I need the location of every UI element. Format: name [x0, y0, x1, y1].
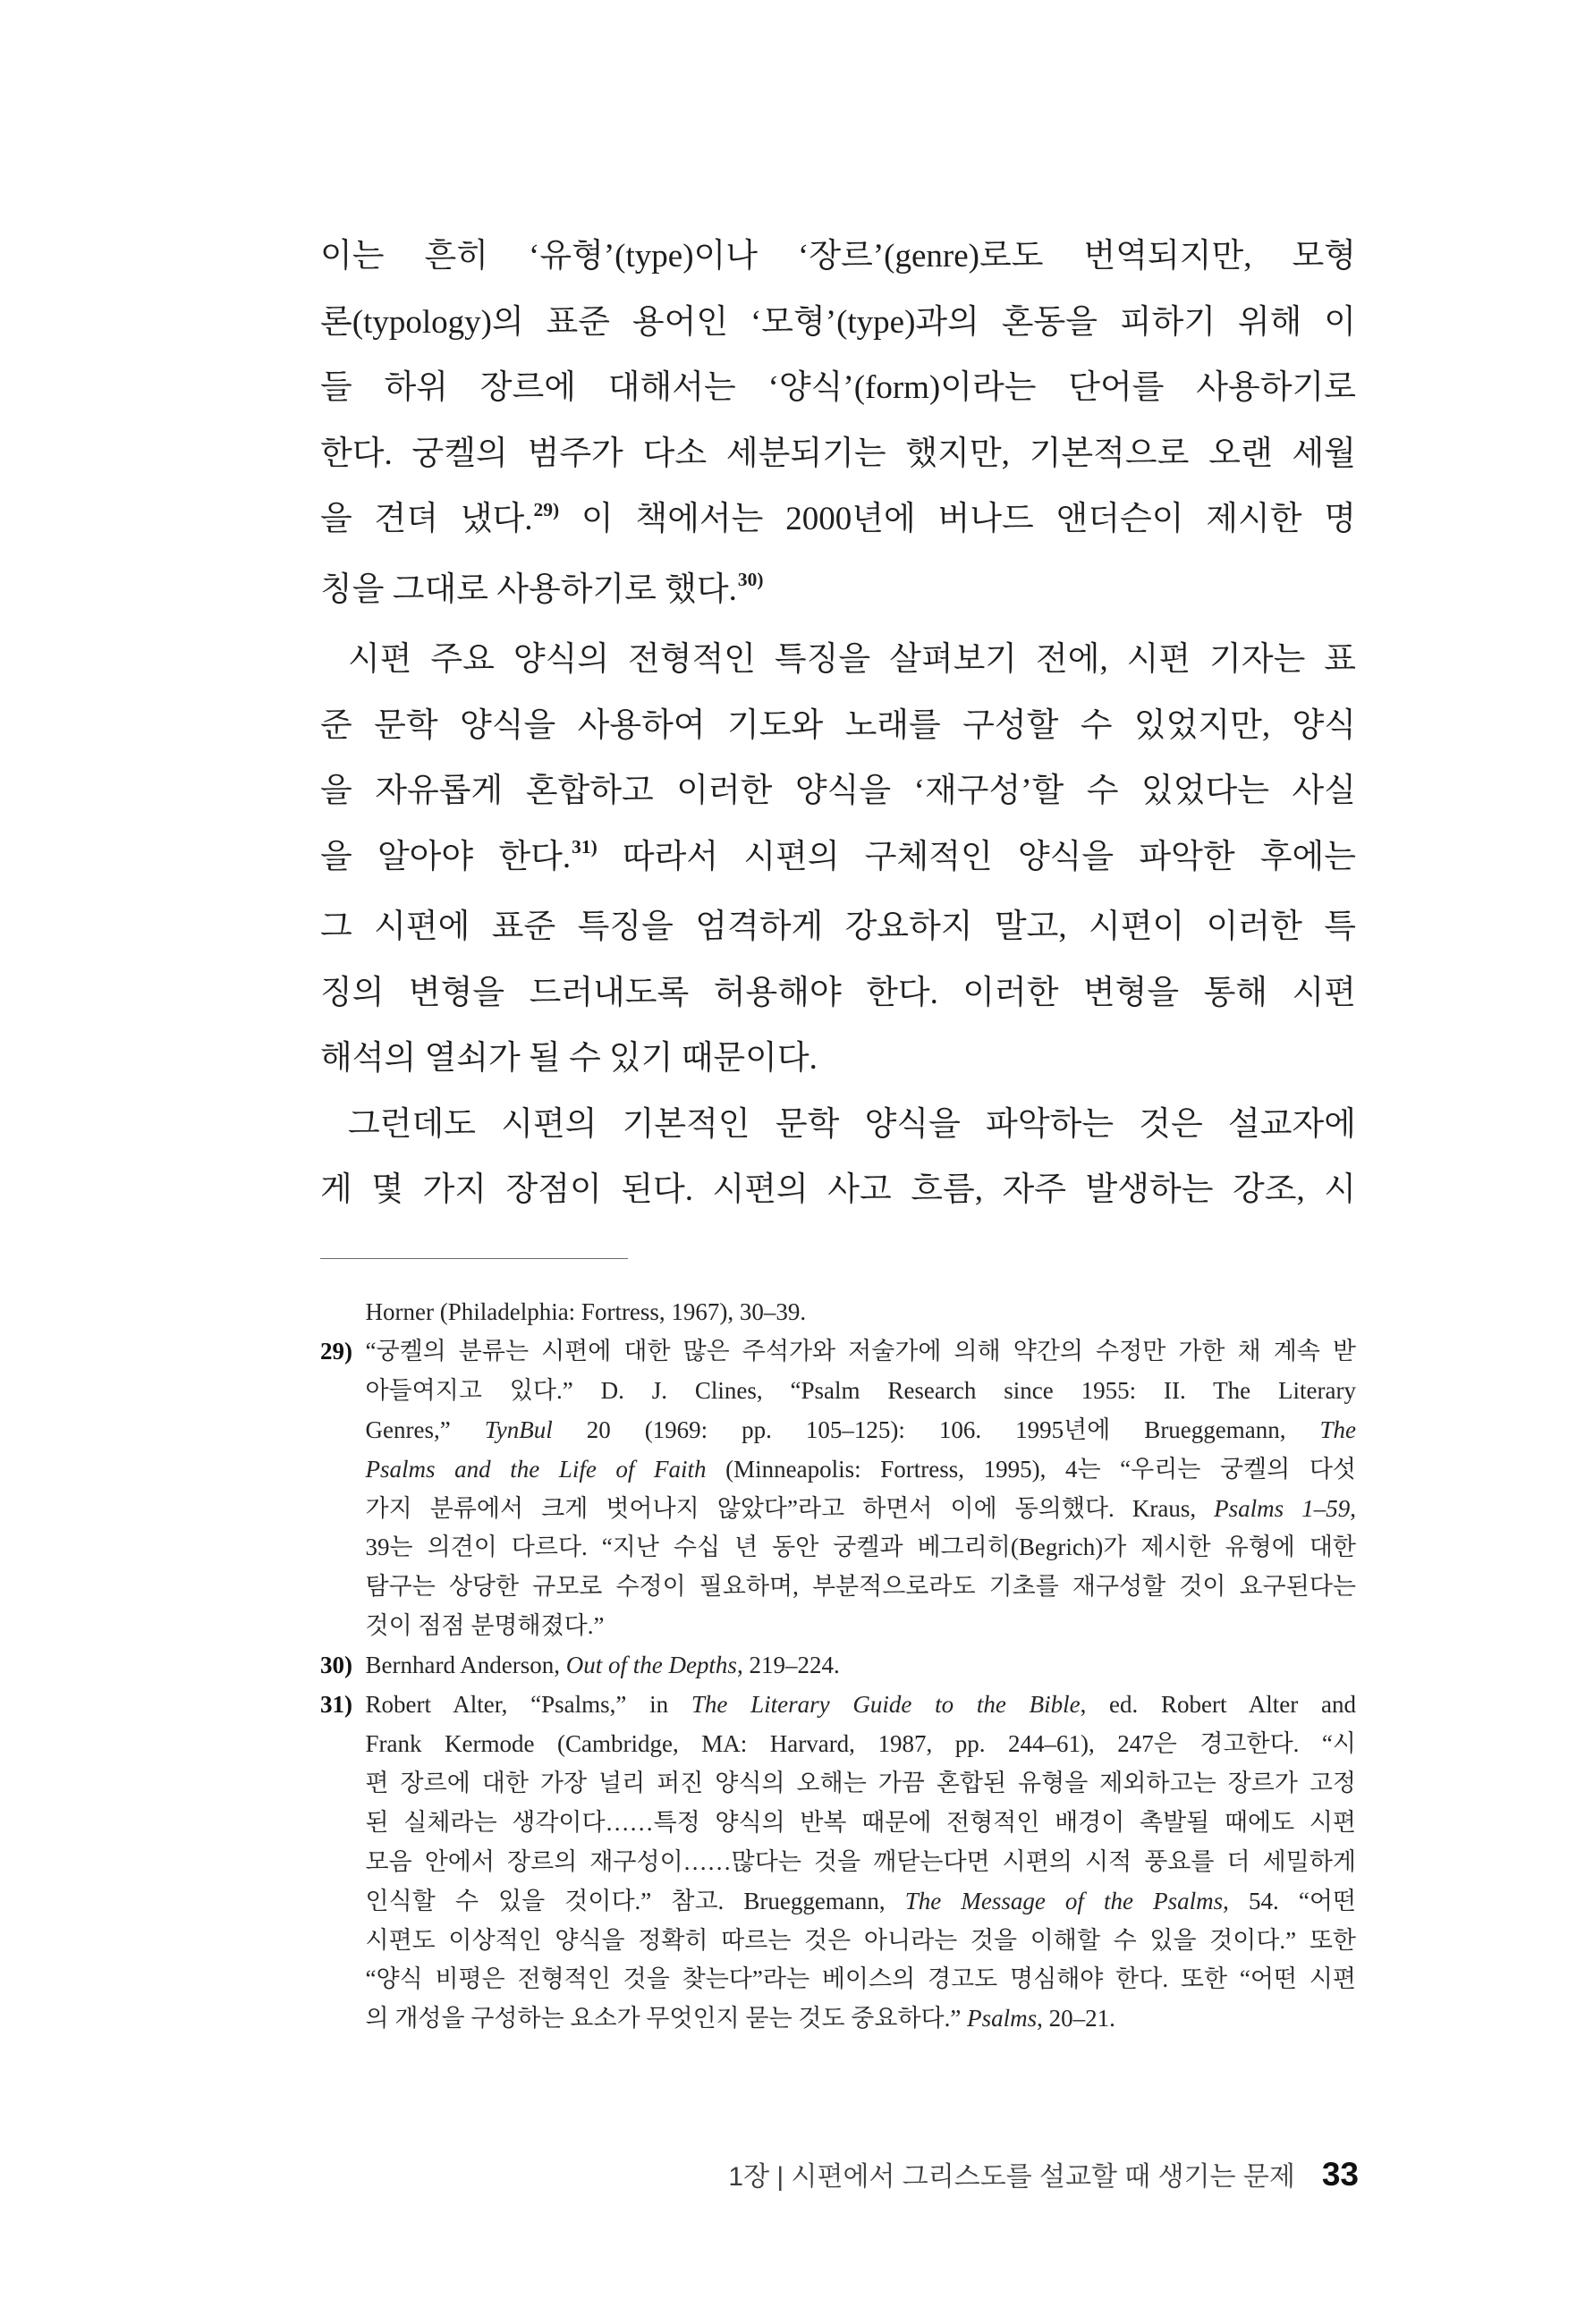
body-text: 그 시편에 표준 특징을 엄격하게 강요하지 말고, 시편이 이러한 특 [320, 908, 1356, 945]
footnote-line [320, 1646, 1356, 1686]
italic-title: The Literary Guide to the Bible [691, 1691, 1081, 1719]
footnote-ref-30: 30) [737, 569, 764, 591]
footnote-number: 31) [320, 1691, 352, 1719]
body-text: 들 하위 장르에 대해서는 ‘양식’(form)이라는 단어를 사용하기로 [320, 369, 1356, 406]
footnote-ref-31: 31) [572, 836, 598, 858]
body-text: 이는 흔히 ‘유형’(type)이나 ‘장르’(genre)로도 번역되지만, 모형 [320, 238, 1356, 275]
footnote-line [320, 1332, 1356, 1372]
body-text: 게 몇 가지 장점이 된다. 시편의 사고 흐름, 자주 발생하는 강조, 시 [320, 1171, 1356, 1208]
footnote-continuation [320, 1293, 1356, 1332]
footnote-line [320, 1764, 1356, 1804]
body-text: 을 자유롭게 혼합하고 이러한 양식을 ‘재구성’할 수 있었다는 사실 [320, 773, 1356, 809]
footnote-line [320, 1528, 1356, 1568]
footnote-text: 인식할 수 있을 것이다.” 참고. Brueggemann, [365, 1887, 905, 1914]
footnote-line [320, 1999, 1356, 2039]
footnote-text: , [1350, 1494, 1356, 1522]
body-line [320, 960, 1356, 1027]
footnote-30 [320, 1646, 1356, 1686]
footnote-text: (Minneapolis: Fortress, 1995), 4는 “우리는 궁켈의 다섯 [706, 1455, 1356, 1483]
footnotes [320, 1293, 1356, 2039]
footnote-line [320, 1607, 1356, 1646]
body-text: 칭을 그대로 사용하기로 했다. [320, 570, 737, 608]
italic-title: Out of the Depths [565, 1652, 737, 1679]
footnote-text: 아들여지고 있다.” D. J. Clines, “Psalm Research since 1955: II. The Literary [365, 1376, 1356, 1404]
body-text: 그런데도 시편의 기본적인 문학 양식을 파악하는 것은 설교자에 [348, 1105, 1356, 1143]
footnote-number: 29) [320, 1337, 352, 1365]
footnote-31 [320, 1686, 1356, 2039]
footnote-ref-29: 29) [533, 498, 560, 520]
body-text: 이 책에서는 2000년에 버나드 앤더슨이 제시한 명 [559, 501, 1356, 537]
body-line [320, 290, 1356, 356]
body-line [320, 1157, 1356, 1223]
italic-title: Psalms 1–59 [1214, 1494, 1351, 1522]
italic-title: TynBul [484, 1416, 553, 1443]
footnote-text: , 20–21. [1037, 2005, 1115, 2032]
chapter-running-title: 1장 | 시편에서 그리스도를 설교할 때 생기는 문제 [728, 2162, 1295, 2192]
footnote-text: 모음 안에서 장르의 재구성이……많다는 것을 깨닫는다면 시편의 시적 풍요를 더 세밀하게 [365, 1847, 1356, 1875]
body-line [320, 421, 1356, 487]
footnote-text: “궁켈의 분류는 시편에 대한 많은 주석가와 저술가에 의해 약간의 수정만 가한 채 계속 받 [365, 1337, 1356, 1365]
body-text: 징의 변형을 드러내도록 허용해야 한다. 이러한 변형을 통해 시편 [320, 974, 1356, 1011]
footnote-line [320, 1450, 1356, 1490]
body-text: 해석의 열쇠가 될 수 있기 때문이다. [320, 1040, 818, 1077]
footnote-text: , 219–224. [736, 1652, 840, 1679]
body-line [320, 894, 1356, 960]
body-line [320, 486, 1356, 557]
footnote-line [320, 1804, 1356, 1843]
footnote-text: 39는 의견이 다르다. “지난 수십 년 동안 궁켈과 베그리히(Begrich)가 제시한 유형에 대한 [365, 1534, 1356, 1561]
footnote-text: 20 (1969: pp. 105–125): 106. 1995년에 Brueggemann, [552, 1416, 1320, 1443]
body-line [320, 693, 1356, 759]
body-line [320, 355, 1356, 421]
footnote-line [320, 1411, 1356, 1450]
footnote-text: , ed. Robert Alter and [1080, 1691, 1356, 1719]
body-text: 한다. 궁켈의 범주가 다소 세분되기는 했지만, 기본적으로 오랜 세월 [320, 435, 1356, 472]
body-line [320, 1092, 1356, 1158]
footnote-line [320, 1686, 1356, 1725]
italic-title: Psalms and the Life of Faith [365, 1455, 707, 1483]
body-text: 을 견뎌 냈다. [320, 501, 533, 537]
footnote-line [320, 1568, 1356, 1607]
footnote-29 [320, 1332, 1356, 1646]
footnote-number: 30) [320, 1652, 352, 1679]
italic-title: The [1319, 1416, 1356, 1443]
footnote-text: Bernhard Anderson, [365, 1652, 566, 1679]
italic-title: The Message of the Psalms [904, 1887, 1224, 1914]
page-number: 33 [1321, 2156, 1359, 2193]
body-line [320, 1026, 1356, 1092]
footnote-line [320, 1372, 1356, 1411]
body-text: 시편 주요 양식의 전형적인 특징을 살펴보기 전에, 시편 기자는 표 [348, 641, 1356, 678]
footnote-text: 편 장르에 대한 가장 널리 퍼진 양식의 오해는 가끔 혼합된 유형을 제외하고는 장르가 고정 [365, 1769, 1356, 1796]
body-text: 론(typology)의 표준 용어인 ‘모형’(type)과의 혼동을 피하기 위해 이 [320, 303, 1356, 341]
body-text: 을 알아야 한다. [320, 838, 572, 875]
body-text: 따라서 시편의 구체적인 양식을 파악한 후에는 [597, 838, 1356, 875]
main-body-text [320, 224, 1356, 1223]
page-footer [728, 2152, 1359, 2197]
body-line [320, 224, 1356, 290]
footnote-line [320, 1725, 1356, 1764]
footnote-line [320, 1882, 1356, 1922]
footnote-line [320, 1960, 1356, 1999]
footnote-text: 것이 점점 분명해졌다.” [365, 1612, 605, 1640]
footnote-text: Horner (Philadelphia: Fortress, 1967), 30–39. [365, 1298, 807, 1325]
footnote-rule [320, 1258, 628, 1259]
footnote-text: 가지 분류에서 크게 벗어나지 않았다”라고 하면서 이에 동의했다. Kraus, [365, 1494, 1215, 1522]
footnote-text: 탐구는 상당한 규모로 수정이 필요하며, 부분적으로라도 기초를 재구성할 것이 요구된다는 [365, 1573, 1356, 1601]
body-text: 준 문학 양식을 사용하여 기도와 노래를 구성할 수 있었지만, 양식 [320, 706, 1356, 744]
footnote-text: “양식 비평은 전형적인 것을 찾는다”라는 베이스의 경고도 명심해야 한다. 또한 “어떤 시편 [365, 1965, 1356, 1993]
footnote-text: Genres,” [365, 1416, 485, 1443]
footnote-text: 의 개성을 구성하는 요소가 무엇인지 묻는 것도 중요하다.” [365, 2005, 968, 2032]
footnote-text: 시편도 이상적인 양식을 정확히 따르는 것은 아니라는 것을 이해할 수 있을 것이다.” 또한 [365, 1926, 1356, 1954]
body-line [320, 824, 1356, 895]
footnote-line [320, 1843, 1356, 1882]
footnote-text: Robert Alter, “Psalms,” in [365, 1691, 691, 1719]
body-line [320, 758, 1356, 824]
footnote-text: Frank Kermode (Cambridge, MA: Harvard, 1987, pp. 244–61), 247은 경고한다. “시 [365, 1729, 1356, 1757]
footnote-text: 된 실체라는 생각이다……특정 양식의 반복 때문에 전형적인 배경이 촉발될 때에도 시편 [365, 1808, 1356, 1836]
footnote-text: , 54. “어떤 [1223, 1887, 1357, 1914]
footnote-line [320, 1490, 1356, 1529]
italic-title: Psalms [967, 2005, 1038, 2032]
footnote-line [320, 1922, 1356, 1961]
body-line [320, 557, 1356, 628]
body-line [320, 627, 1356, 693]
